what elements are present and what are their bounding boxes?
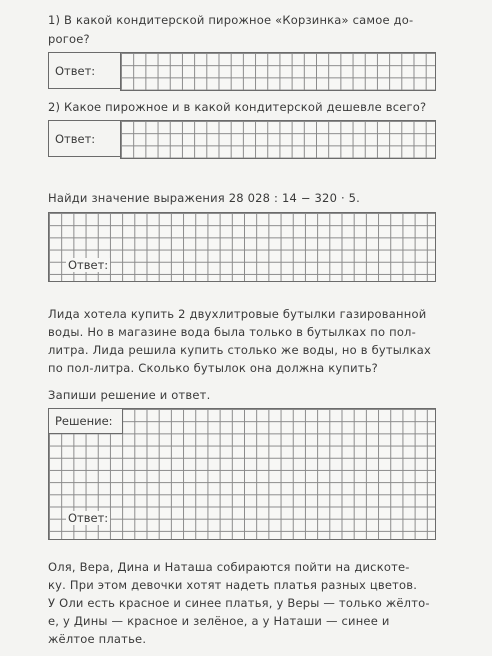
task5-question-line1: Оля, Вера, Дина и Наташа собираются пойти на дискоте- bbox=[48, 560, 410, 574]
task1-question-line1: 1) В какой кондитерской пирожное «Корзинка» самое до- bbox=[48, 13, 414, 27]
task5-question-line3: У Оли есть красное и синее платья, у Веры — только жёлто- bbox=[48, 596, 430, 610]
task1-question-line2: рогое? bbox=[48, 32, 90, 46]
task4-question-line1: Лида хотела купить 2 двухлитровые бутылки газированной bbox=[48, 307, 427, 321]
task1-answer-label: Ответ: bbox=[48, 52, 121, 89]
task3-question-line1: Найди значение выражения 28 028 : 14 − 320 · 5. bbox=[48, 191, 361, 205]
task1-answer-grid[interactable] bbox=[120, 52, 436, 91]
task4-question-line2: воды. Но в магазине вода была только в бутылках по пол- bbox=[48, 325, 416, 339]
task2-question-line1: 2) Какое пирожное и в какой кондитерской дешевле всего? bbox=[48, 100, 427, 114]
task5-question-line2: ку. При этом девочки хотят надеть платья разных цветов. bbox=[48, 578, 418, 592]
task5-question-line5: жёлтое платье. bbox=[48, 632, 147, 646]
task5-question-line4: е, у Дины — красное и зелёное, а у Наташи — синее и bbox=[48, 614, 390, 628]
task4-question-line3: литра. Лида решила купить столько же воды, но в бутылках bbox=[48, 343, 431, 357]
task4-answer-label: Ответ: bbox=[68, 511, 109, 525]
task4-question-line4: по пол-литра. Сколько бутылок она должна купить? bbox=[48, 361, 378, 375]
task4-solution-label: Решение: bbox=[48, 408, 123, 434]
task2-answer-grid[interactable] bbox=[120, 120, 436, 159]
task3-answer-label: Ответ: bbox=[68, 258, 109, 272]
task2-answer-label: Ответ: bbox=[48, 120, 121, 157]
task4-instruction: Запиши решение и ответ. bbox=[48, 388, 211, 402]
